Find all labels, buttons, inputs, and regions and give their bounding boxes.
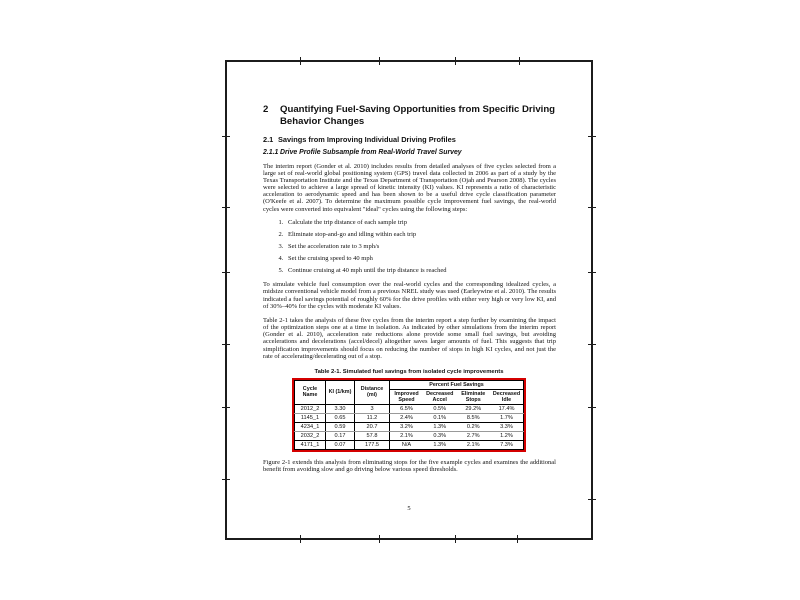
paragraph-simulation-results: To simulate vehicle fuel consumption over the real-world cycles and the corresponding idealized cycles, a midsize conventional vehicle model from a previous NREL study was used (Earleywine et al. 2010). The results indicated a fuel savings potential of roughly 60% for the drive profiles with either very high or very low KI, and of 30%–40% for the cycles with moderate KI values. xyxy=(263,281,556,310)
table-row xyxy=(295,413,524,422)
paragraph-table-discussion: Table 2-1 takes the analysis of these five cycles from the interim report a step further by examining the impact of the optimization steps one at a time in isolation. As indicated by other simulations from the interim report (Gonder et al. 2010), acceleration rate reductions alone provide some small fuel savings, but avoiding accelerations and decelerations (accel/decel) altogether saves larger amounts of fuel. This suggests that trip simplification improvements should focus on reducing the number of stops in high KI cycles, and not just the rate of accelerating/decelerating out of a stop. xyxy=(263,316,556,360)
ruler-tick xyxy=(519,57,520,65)
table-cell: 1.2% xyxy=(490,431,524,440)
sub-header: Decreased Idle xyxy=(490,389,524,404)
ruler-tick xyxy=(222,136,230,137)
table-cell: 17.4% xyxy=(490,404,524,413)
section-title: Quantifying Fuel-Saving Opportunities from Specific Driving Behavior Changes xyxy=(280,104,556,127)
page-content xyxy=(263,104,556,473)
ruler-tick xyxy=(379,535,380,543)
column-header: KI (1/km) xyxy=(326,380,355,404)
group-header: Percent Fuel Savings xyxy=(390,380,524,389)
ruler-tick xyxy=(222,272,230,273)
table-cell: 7.3% xyxy=(500,441,513,448)
subsection-title: Savings from Improving Individual Driving Profiles xyxy=(278,135,456,145)
table-cell: 1145_1 xyxy=(295,413,326,422)
ruler-tick xyxy=(588,344,596,345)
subsubsection-title: Drive Profile Subsample from Real-World Travel Survey xyxy=(280,149,462,157)
table-cell: 20.7 xyxy=(355,422,390,431)
ruler-tick xyxy=(588,272,596,273)
table-cell: 2.1% xyxy=(390,431,424,440)
column-header: Cycle Name xyxy=(295,380,326,404)
paragraph-intro: The interim report (Gonder et al. 2010) includes results from detailed analyses of five cycles selected from a large set of real-world global positioning system (GPS) travel data collected in 2006 as part of a study by the Texas Transportation Institute and the Texas Department of Transportation (Ojah and Pearson 2008). The cycles were selected to achieve a large spread of kinetic intensity (KI) values. KI represents a ratio of characteristic acceleration to aerodynamic speed and has been shown to be a useful drive cycle classification parameter (O'Keefe et al. 2007). To determine the maximum possible cycle improvement fuel savings, the real-world cycles were converted into equivalent "ideal" cycles using the following steps: xyxy=(263,162,556,213)
subsection-number: 2.1 xyxy=(263,135,274,145)
ruler-tick xyxy=(300,535,301,543)
ruler-tick xyxy=(222,479,230,480)
paragraph-figure-intro: Figure 2-1 extends this analysis from eliminating stops for the five example cycles and examines the additional benefit from avoiding slow and go driving below various speed thresholds. xyxy=(263,458,556,473)
ruler-tick xyxy=(588,136,596,137)
ruler-tick xyxy=(300,57,301,65)
table-cell: 0.1% xyxy=(423,413,457,422)
subsubsection-heading xyxy=(263,149,556,158)
ruler-tick xyxy=(222,207,230,208)
table-cell: 2.7% xyxy=(457,431,491,440)
sub-header: Improved Speed xyxy=(390,389,424,404)
table-cell: 29.2% xyxy=(457,404,491,413)
table-cell: 11.2 xyxy=(355,413,390,422)
table-cell: 8.5% xyxy=(457,413,491,422)
ruler-tick xyxy=(588,407,596,408)
table-caption: Table 2-1. Simulated fuel savings from isolated cycle improvements xyxy=(314,368,504,375)
list-item: 5. Continue cruising at 40 mph until the trip distance is reached xyxy=(285,267,556,274)
section-number: 2 xyxy=(263,104,269,115)
sub-header: Eliminate Stops xyxy=(457,389,491,404)
table-2-1-block xyxy=(292,369,526,452)
table-row xyxy=(295,440,524,449)
table-cell: 0.07 xyxy=(326,440,355,449)
table-cell: 1.7% xyxy=(490,413,524,422)
table-cell: 3.30 xyxy=(326,404,355,413)
table-cell: 0.2% xyxy=(457,422,491,431)
list-item: 1. Calculate the trip distance of each sample trip xyxy=(285,219,556,226)
sub-header: Decreased Accel xyxy=(423,389,457,404)
idealization-steps-list xyxy=(263,219,556,274)
column-header: Distance (mi) xyxy=(355,380,390,404)
table-cell: 3 xyxy=(355,404,390,413)
table-cell: 2012_2 xyxy=(295,404,326,413)
table-cell: 1.3% xyxy=(423,422,457,431)
table-cell: 1.3% xyxy=(433,441,447,448)
table-cell: 4234_1 xyxy=(295,422,326,431)
document-page xyxy=(225,60,593,540)
table-cell: 177.5 xyxy=(355,440,390,449)
subsection-heading xyxy=(263,135,556,144)
ruler-tick xyxy=(588,499,596,500)
table-cell: 2.4% xyxy=(390,413,424,422)
subsubsection-number: 2.1.1 xyxy=(263,149,279,157)
list-item: 3. Set the acceleration rate to 3 mph/s xyxy=(285,243,556,250)
section-heading xyxy=(263,104,556,127)
ruler-tick xyxy=(379,57,380,65)
ruler-tick xyxy=(222,344,230,345)
fuel-savings-table xyxy=(294,380,524,450)
table-cell: 0.5% xyxy=(423,404,457,413)
list-item: 4. Set the cruising speed to 40 mph xyxy=(285,255,556,262)
table-cell: 0.65 xyxy=(326,413,355,422)
ruler-tick xyxy=(455,535,456,543)
ruler-tick xyxy=(517,535,518,543)
table-cell: 57.8 xyxy=(355,431,390,440)
table-cell: 0.17 xyxy=(326,431,355,440)
ruler-tick xyxy=(588,207,596,208)
ruler-tick xyxy=(455,57,456,65)
table-cell: 6.5% xyxy=(390,404,424,413)
table-highlight-box xyxy=(292,378,526,452)
table-row xyxy=(295,404,524,413)
table-row xyxy=(295,422,524,431)
table-cell: 2032_2 xyxy=(295,431,326,440)
table-row xyxy=(295,431,524,440)
table-cell: 3.2% xyxy=(390,422,424,431)
table-cell: 2.1% xyxy=(466,441,480,448)
page-number: 5 xyxy=(407,505,411,512)
table-cell: 4171_1 xyxy=(295,440,326,449)
table-cell: N/A xyxy=(401,441,412,448)
table-cell: 0.59 xyxy=(326,422,355,431)
table-cell: 0.3% xyxy=(423,431,457,440)
table-cell: 3.3% xyxy=(490,422,524,431)
ruler-tick xyxy=(222,407,230,408)
list-item: 2. Eliminate stop-and-go and idling within each trip xyxy=(285,231,556,238)
